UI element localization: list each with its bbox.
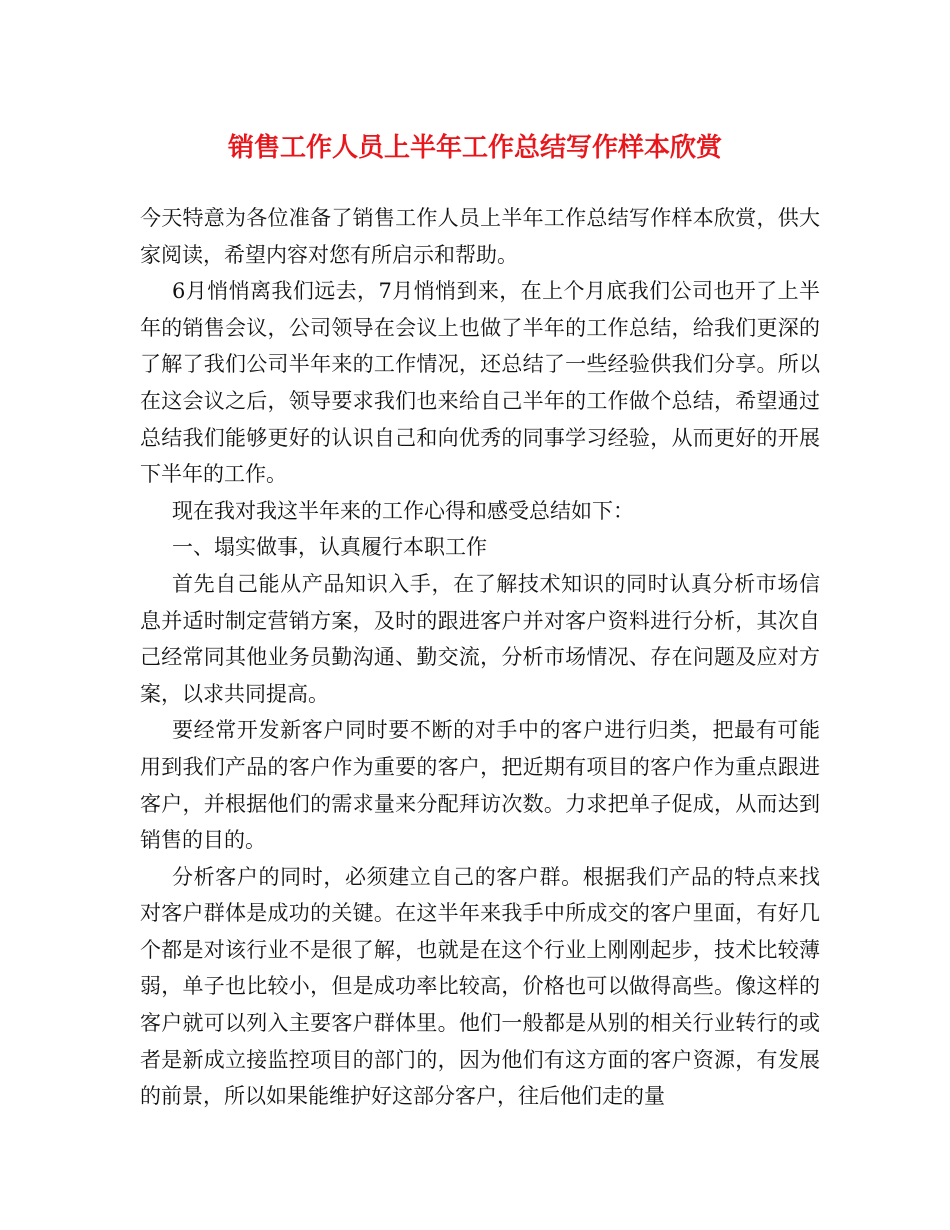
paragraph: 要经常开发新客户同时要不断的对手中的客户进行归类，把最有可能用到我们产品的客户作为重要的客户，把近期有项目的客户作为重点跟进客户，并根据他们的需求量来分配拜访次数。力求把单子促成，从而达到销售的目的。: [140, 718, 820, 853]
paragraph: 首先自己能从产品知识入手，在了解技术知识的同时认真分析市场信息并适时制定营销方案，及时的跟进客户并对客户资料进行分析，其次自己经常同其他业务员勤沟通、勤交流，分析市场情况、存在问题及应对方案，以求共同提高。: [140, 571, 820, 706]
section-heading: 一、塌实做事，认真履行本职工作: [172, 535, 487, 560]
paragraph: 6月悄悄离我们远去，7月悄悄到来，在上个月底我们公司也开了上半年的销售会议，公司领导在会议上也做了半年的工作总结，给我们更深的了解了我们公司半年来的工作情况，还总结了一些经验供我们分享。所以在这会议之后，领导要求我们也来给自己半年的工作做个总结，希望通过总结我们能够更好的认识自己和向优秀的同事学习经验，从而更好的开展下半年的工作。: [140, 279, 820, 487]
paragraph: 今天特意为各位准备了销售工作人员上半年工作总结写作样本欣赏，供大家阅读，希望内容对您有所启示和帮助。: [140, 206, 820, 267]
paragraph: 现在我对我这半年来的工作心得和感受总结如下：: [172, 498, 634, 523]
document-body: [140, 200, 820, 1115]
document-title: 销售工作人员上半年工作总结写作样本欣赏: [227, 133, 722, 163]
paragraph: 分析客户的同时，必须建立自己的客户群。根据我们产品的特点来找对客户群体是成功的关键。在这半年来我手中所成交的客户里面，有好几个都是对该行业不是很了解，也就是在这个行业上刚刚起步，技术比较薄弱，单子也比较小，但是成功率比较高，价格也可以做得高些。像这样的客户就可以列入主要客户群体里。他们一般都是从别的相关行业转行的或者是新成立接监控项目的部门的，因为他们有这方面的客户资源，有发展的前景，所以如果能维护好这部分客户，往后他们走的量: [140, 864, 820, 1109]
